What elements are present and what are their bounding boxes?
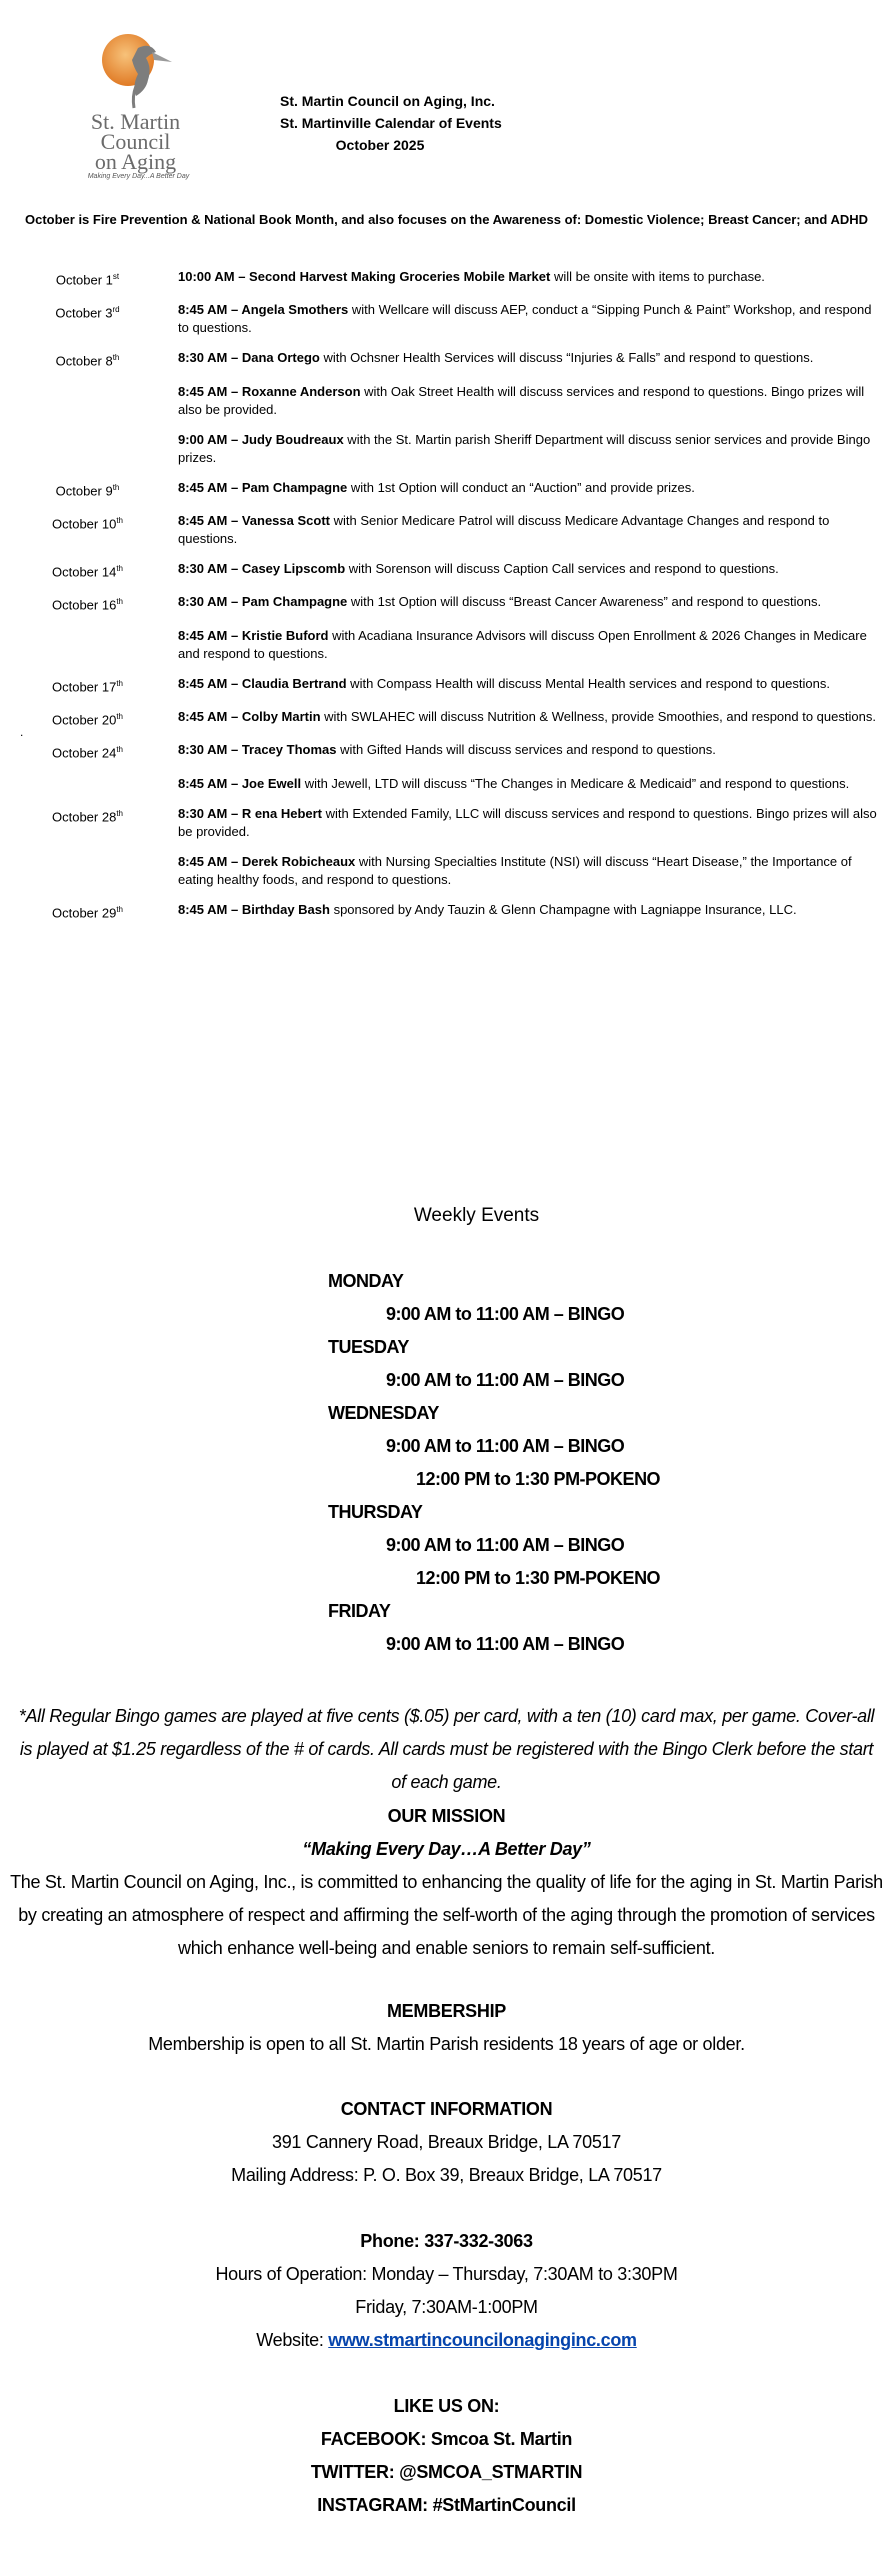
twitter-handle: TWITTER: @SMCOA_STMARTIN bbox=[310, 2462, 583, 2482]
event-time-speaker: 8:45 AM – Derek Robicheaux bbox=[178, 853, 356, 869]
event-month: October 14 bbox=[52, 564, 117, 580]
event-row bbox=[0, 479, 893, 500]
event-text: with Sorenson will discuss Caption Call services and respond to questions. bbox=[345, 560, 779, 576]
event-row bbox=[0, 560, 893, 581]
mission-quote: “Making Every Day…A Better Day” bbox=[302, 1839, 591, 1859]
event-month: October 1 bbox=[55, 272, 113, 288]
event-date bbox=[0, 741, 178, 762]
org-name: St. Martin Council on Aging bbox=[90, 109, 181, 174]
event-text: with Gifted Hands will discuss services and respond to questions. bbox=[336, 742, 716, 758]
weekly-schedule bbox=[328, 1265, 893, 1661]
event-row bbox=[0, 853, 893, 889]
event-text: sponsored by Andy Tauzin & Glenn Champagne with Lagniappe Insurance, LLC. bbox=[329, 901, 797, 917]
event-row bbox=[0, 593, 893, 614]
event-row bbox=[0, 741, 893, 762]
contact-address: 391 Cannery Road, Breaux Bridge, LA 70517 bbox=[272, 2132, 621, 2152]
event-date bbox=[0, 479, 178, 500]
hours-weekday: Hours of Operation: Monday – Thursday, 7:30AM to 3:30PM bbox=[215, 2264, 678, 2284]
event-description bbox=[178, 741, 878, 762]
event-description bbox=[178, 901, 878, 922]
event-row bbox=[0, 431, 893, 467]
title-line3: October 2025 bbox=[335, 137, 425, 153]
event-description bbox=[178, 512, 878, 548]
event-row bbox=[0, 301, 893, 337]
event-date bbox=[0, 349, 178, 370]
instagram-handle: INSTAGRAM: #StMartinCouncil bbox=[317, 2495, 576, 2515]
event-text: with Wellcare will discuss AEP, conduct a “Sipping Punch & Paint” Workshop, and respond to questions. bbox=[178, 302, 872, 336]
event-row bbox=[0, 268, 893, 289]
website-label: Website: bbox=[256, 2330, 329, 2350]
facebook-handle: FACEBOOK: Smcoa St. Martin bbox=[320, 2429, 573, 2449]
event-time-speaker: 8:30 AM – Casey Lipscomb bbox=[178, 560, 346, 576]
membership-title: MEMBERSHIP bbox=[386, 2001, 506, 2021]
day-thursday: THURSDAY bbox=[328, 1502, 423, 1522]
event-text: with Ochsner Health Services will discuss “Injuries & Falls” and respond to questions. bbox=[319, 350, 814, 366]
event-text: with Compass Health will discuss Mental Health services and respond to questions. bbox=[346, 675, 830, 691]
event-row bbox=[0, 805, 893, 841]
event-description bbox=[178, 775, 878, 793]
event-month: October 17 bbox=[52, 678, 117, 694]
mission-text: The St. Martin Council on Aging, Inc., is committed to enhancing the quality of life for the aging in St. Martin Parish by creating an atmosphere of respect and affirming the self-worth of the aging through the promotion of services which enhance well-being and enable seniors to remain self-sufficient. bbox=[10, 1872, 883, 1958]
event-description bbox=[178, 431, 878, 467]
event-text: with SWLAHEC will discuss Nutrition & Wellness, provide Smoothies, and respond to questions. bbox=[320, 708, 876, 724]
event-description bbox=[178, 383, 878, 419]
event-date bbox=[0, 431, 178, 467]
event-text: with Oak Street Health will discuss services and respond to questions. Bingo prizes will also be provided. bbox=[178, 383, 865, 417]
social-section bbox=[0, 2390, 893, 2522]
event-description bbox=[178, 627, 878, 663]
event-description bbox=[178, 853, 878, 889]
event-row bbox=[0, 349, 893, 370]
event-date-suffix: th bbox=[116, 808, 123, 818]
event-time-speaker: 8:45 AM – Claudia Bertrand bbox=[178, 675, 347, 691]
event-time-speaker: 9:00 AM – Judy Boudreaux bbox=[178, 431, 344, 447]
slot-friday: 9:00 AM to 11:00 AM – BINGO bbox=[386, 1634, 625, 1654]
event-month: October 29 bbox=[52, 904, 117, 920]
event-description bbox=[178, 593, 878, 614]
event-date bbox=[0, 675, 178, 696]
event-time-speaker: 10:00 AM – Second Harvest Making Groceries Mobile Market bbox=[178, 269, 551, 284]
event-time-speaker: 8:45 AM – Angela Smothers bbox=[178, 302, 349, 318]
event-text: with Jewell, LTD will discuss “The Changes in Medicare & Medicaid” and respond to questions. bbox=[301, 775, 850, 791]
event-date bbox=[0, 301, 178, 337]
membership-text: Membership is open to all St. Martin Parish residents 18 years of age or older. bbox=[148, 2034, 745, 2054]
event-text: with Senior Medicare Patrol will discuss Medicare Advantage Changes and respond to questions. bbox=[178, 512, 830, 546]
event-time-speaker: 8:45 AM – Colby Martin bbox=[178, 708, 321, 724]
event-text: with 1st Option will discuss “Breast Cancer Awareness” and respond to questions. bbox=[347, 594, 822, 610]
day-monday: MONDAY bbox=[328, 1271, 404, 1291]
event-month: October 16 bbox=[52, 597, 117, 613]
event-description bbox=[178, 805, 878, 841]
mission-section bbox=[0, 1800, 893, 1965]
event-month: October 24 bbox=[52, 745, 117, 761]
event-date-suffix: th bbox=[116, 745, 123, 755]
event-time-speaker: 8:45 AM – Vanessa Scott bbox=[178, 512, 330, 528]
event-text: with Nursing Specialties Institute (NSI) will discuss “Heart Disease,” the Importance of eating healthy foods, and respond to questions. bbox=[178, 853, 852, 887]
event-description bbox=[178, 675, 878, 696]
event-description bbox=[178, 349, 878, 370]
event-date-suffix: th bbox=[116, 711, 123, 721]
website-line bbox=[0, 2324, 893, 2357]
event-date-suffix: th bbox=[116, 678, 123, 688]
event-time-speaker: 8:30 AM – R ena Hebert bbox=[178, 805, 323, 821]
day-tuesday: TUESDAY bbox=[328, 1337, 409, 1357]
event-row bbox=[0, 383, 893, 419]
day-friday: FRIDAY bbox=[328, 1601, 391, 1621]
monthly-focus: October is Fire Prevention & National Book Month, and also focuses on the Awareness of: Domestic Violence; Breast Cancer; and ADHD bbox=[24, 212, 868, 227]
event-time-speaker: 8:45 AM – Pam Champagne bbox=[178, 479, 348, 495]
event-date-suffix: th bbox=[112, 353, 120, 363]
event-time-speaker: 8:45 AM – Roxanne Anderson bbox=[178, 383, 361, 399]
contact-title: CONTACT INFORMATION bbox=[340, 2099, 553, 2119]
event-month: October 28 bbox=[52, 808, 117, 824]
hours-friday: Friday, 7:30AM-1:00PM bbox=[355, 2297, 538, 2317]
day-wednesday: WEDNESDAY bbox=[328, 1403, 439, 1423]
event-text: with Acadiana Insurance Advisors will discuss Open Enrollment & 2026 Changes in Medicare and respond to questions. bbox=[178, 627, 867, 661]
event-description bbox=[178, 301, 878, 337]
contact-mailing: Mailing Address: P. O. Box 39, Breaux Bridge, LA 70517 bbox=[231, 2165, 662, 2185]
event-date bbox=[0, 560, 178, 581]
event-date-suffix: rd bbox=[112, 305, 120, 315]
event-date-suffix: st bbox=[112, 272, 120, 281]
title-line1: St. Martin Council on Aging, Inc. bbox=[280, 93, 495, 109]
event-row bbox=[0, 901, 893, 922]
event-time-speaker: 8:30 AM – Pam Champagne bbox=[178, 594, 348, 610]
event-text: with the St. Martin parish Sheriff Department will discuss senior services and provide Bingo prizes. bbox=[178, 431, 871, 465]
event-description bbox=[178, 268, 878, 289]
event-date bbox=[0, 627, 178, 663]
event-row bbox=[0, 775, 893, 793]
event-time-speaker: 8:45 AM – Birthday Bash bbox=[178, 901, 330, 917]
event-date bbox=[0, 708, 178, 729]
mission-title: OUR MISSION bbox=[387, 1806, 506, 1826]
event-date bbox=[0, 901, 178, 922]
event-date-suffix: th bbox=[116, 515, 123, 525]
event-month: October 20 bbox=[52, 712, 117, 728]
slot-tuesday: 9:00 AM to 11:00 AM – BINGO bbox=[386, 1370, 625, 1390]
website-link[interactable]: www.stmartincouncilonaginginc.com bbox=[328, 2330, 637, 2350]
event-date-suffix: th bbox=[116, 563, 123, 573]
event-description bbox=[178, 560, 878, 581]
event-date bbox=[0, 383, 178, 419]
events-list bbox=[0, 268, 893, 934]
event-text: with 1st Option will conduct an “Auction” and provide prizes. bbox=[347, 479, 695, 495]
slot-thursday-pokeno: 12:00 PM to 1:30 PM-POKENO bbox=[416, 1568, 661, 1588]
weekly-events bbox=[0, 1205, 893, 1661]
event-row bbox=[0, 627, 893, 663]
event-date-suffix: th bbox=[112, 482, 120, 492]
event-description bbox=[178, 479, 878, 500]
page-title bbox=[280, 90, 502, 156]
event-month: October 10 bbox=[52, 516, 117, 532]
event-date bbox=[0, 512, 178, 548]
event-date-suffix: th bbox=[116, 904, 123, 914]
event-text: will be onsite with items to purchase. bbox=[550, 269, 765, 284]
event-time-speaker: 8:30 AM – Tracey Thomas bbox=[178, 742, 337, 758]
phone-number: Phone: 337-332-3063 bbox=[360, 2231, 533, 2251]
event-month: October 8 bbox=[55, 353, 113, 369]
slot-wednesday-bingo: 9:00 AM to 11:00 AM – BINGO bbox=[386, 1436, 625, 1456]
event-text: with Extended Family, LLC will discuss services and respond to questions. Bingo prizes will also be provided. bbox=[178, 805, 877, 839]
bingo-note: *All Regular Bingo games are played at five cents ($.05) per card, with a ten (10) card max, per game. Cover-all is played at $1.25 regardless of the # of cards. All cards must be registered with the Bingo Clerk before the start of each game. bbox=[18, 1706, 875, 1792]
event-date bbox=[0, 775, 178, 793]
event-month: October 3 bbox=[55, 305, 113, 321]
event-date bbox=[0, 593, 178, 614]
event-date bbox=[0, 268, 178, 289]
logo-tagline: Making Every Day...A Better Day bbox=[87, 173, 190, 180]
event-row bbox=[0, 675, 893, 696]
stray-mark: . bbox=[20, 725, 24, 739]
event-date-suffix: th bbox=[116, 597, 123, 607]
slot-monday: 9:00 AM to 11:00 AM – BINGO bbox=[386, 1304, 625, 1324]
event-time-speaker: 8:30 AM – Dana Ortego bbox=[178, 350, 320, 366]
membership-section bbox=[0, 1995, 893, 2061]
event-date bbox=[0, 853, 178, 889]
event-row bbox=[0, 708, 893, 729]
title-line2: St. Martinville Calendar of Events bbox=[280, 115, 502, 131]
event-date bbox=[0, 805, 178, 841]
event-time-speaker: 8:45 AM – Joe Ewell bbox=[178, 775, 302, 791]
event-description bbox=[178, 708, 878, 729]
pelican-sun-icon bbox=[96, 30, 176, 110]
phone-section bbox=[0, 2225, 893, 2357]
logo bbox=[68, 30, 203, 180]
event-time-speaker: 8:45 AM – Kristie Buford bbox=[178, 627, 329, 643]
social-title: LIKE US ON: bbox=[393, 2396, 500, 2416]
event-row bbox=[0, 512, 893, 548]
slot-thursday-bingo: 9:00 AM to 11:00 AM – BINGO bbox=[386, 1535, 625, 1555]
contact-section bbox=[0, 2093, 893, 2192]
slot-wednesday-pokeno: 12:00 PM to 1:30 PM-POKENO bbox=[416, 1469, 661, 1489]
event-month: October 9 bbox=[55, 482, 113, 498]
weekly-title: Weekly Events bbox=[413, 1205, 540, 1226]
